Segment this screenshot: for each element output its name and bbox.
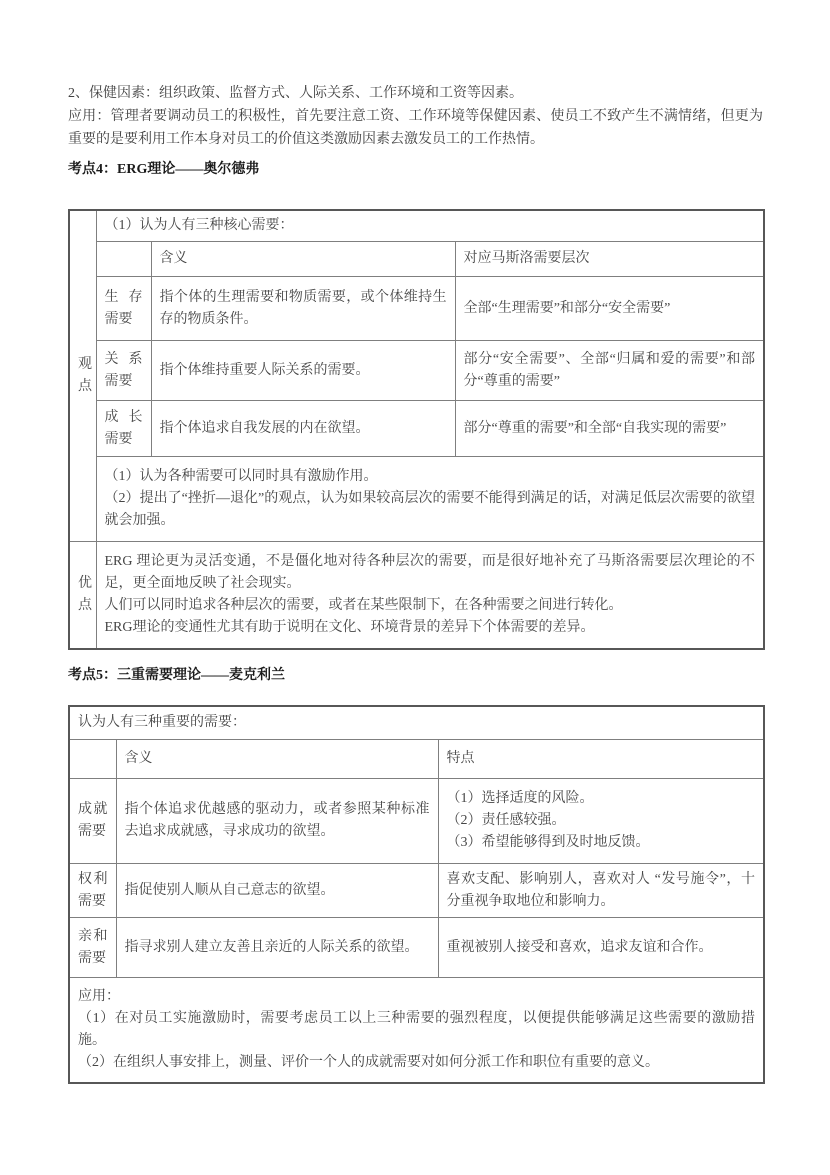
table-row xyxy=(69,457,764,542)
feature-item: （3）希望能够得到及时地反馈。 xyxy=(446,835,650,850)
feature-item: （2）责任感较强。 xyxy=(446,813,566,828)
column-header-feature: 特点 xyxy=(438,740,764,779)
need-features xyxy=(438,779,764,864)
need-name-power: 权利需要 xyxy=(69,864,116,918)
erg-note-1: （1）认为各种需要可以同时具有激励作用。 xyxy=(104,469,378,484)
application-cell xyxy=(69,978,764,1083)
need-meaning: 指个体追求自我发展的内在欲望。 xyxy=(151,401,455,457)
need-features xyxy=(438,918,764,978)
need-name-existence: 生存需要 xyxy=(96,277,151,341)
paragraph-hygiene-factors: 2、保健因素：组织政策、监督方式、人际关系、工作环境和工资等因素。 xyxy=(68,86,523,101)
need-maslow-mapping: 部分“安全需要”、全部“归属和爱的需要”和部分“尊重的需要” xyxy=(455,341,764,401)
heading-three-needs-theory: 考点5：三重需要理论——麦克利兰 xyxy=(68,667,285,683)
need-meaning: 指个体的生理需要和物质需要，或个体维持生存的物质条件。 xyxy=(151,277,455,341)
table-row xyxy=(69,740,764,779)
table-row xyxy=(69,341,764,401)
erg-notes-cell xyxy=(96,457,764,542)
application-item-2: （2）在组织人事安排上，测量、评价一个人的成就需要对如何分派工作和职位有重要的意义。 xyxy=(78,1054,659,1070)
empty-header-cell xyxy=(69,740,116,779)
table-row xyxy=(69,918,764,978)
need-name-relatedness: 关系需要 xyxy=(96,341,151,401)
paragraph-hygiene-application: 应用：管理者要调动员工的积极性，首先要注意工资、工作环境等保健因素、使员工不致产生不满情绪，但更为重要的是要利用工作本身对员工的价值这类激励因素去激发员工的工作热情。 xyxy=(68,109,763,147)
erg-advantage-1: ERG 理论更为灵活变通，不是僵化地对待各种层次的需要，而是很好地补充了马斯洛需要层次理论的不足，更全面地反映了社会现实。 xyxy=(104,553,756,591)
need-meaning: 指促使别人顺从自己意志的欲望。 xyxy=(116,864,438,918)
need-name-affiliation: 亲和需要 xyxy=(69,918,116,978)
erg-advantage-3: ERG理论的变通性尤其有助于说明在文化、环境背景的差异下个体需要的差异。 xyxy=(104,619,595,635)
empty-header-cell xyxy=(96,242,151,277)
need-meaning: 指个体追求优越感的驱动力，或者参照某种标准去追求成就感，寻求成功的欲望。 xyxy=(116,779,438,864)
table-row xyxy=(69,542,764,649)
need-features xyxy=(438,864,764,918)
erg-advantages-cell xyxy=(96,542,764,649)
need-meaning: 指寻求别人建立友善且亲近的人际关系的欲望。 xyxy=(116,918,438,978)
three-needs-intro-cell: 认为人有三种重要的需要： xyxy=(69,706,764,740)
feature-item: 喜欢支配、影响别人，喜欢对人 “发号施令”，十分重视争取地位和影响力。 xyxy=(446,871,755,909)
table-row xyxy=(69,242,764,277)
column-header-meaning: 含义 xyxy=(116,740,438,779)
need-meaning: 指个体维持重要人际关系的需要。 xyxy=(151,341,455,401)
row-label-viewpoint: 观点 xyxy=(69,210,96,542)
need-name-achievement: 成就需要 xyxy=(69,779,116,864)
table-row xyxy=(69,277,764,341)
application-item-1: （1）在对员工实施激励时，需要考虑员工以上三种需要的强烈程度，以便提供能够满足这些需要的激励措施。 xyxy=(78,1010,755,1048)
table-row xyxy=(69,864,764,918)
row-label-advantage: 优点 xyxy=(69,542,96,649)
need-name-growth: 成长需要 xyxy=(96,401,151,457)
erg-advantage-2: 人们可以同时追求各种层次的需要，或者在某些限制下，在各种需要之间进行转化。 xyxy=(104,597,623,613)
table-row xyxy=(69,706,764,740)
table-row xyxy=(69,401,764,457)
need-maslow-mapping: 全部“生理需要”和部分“安全需要” xyxy=(455,277,764,341)
erg-note-2: （2）提出了“挫折—退化”的观点，认为如果较高层次的需要不能得到满足的话，对满足低层次需要的欲望就会加强。 xyxy=(104,491,756,528)
table-row xyxy=(69,978,764,1083)
erg-theory-table xyxy=(68,209,765,650)
three-needs-table xyxy=(68,705,765,1084)
need-maslow-mapping: 部分“尊重的需要”和全部“自我实现的需要” xyxy=(455,401,764,457)
table-row xyxy=(69,210,764,242)
table-row xyxy=(69,779,764,864)
feature-item: （1）选择适度的风险。 xyxy=(446,791,594,806)
erg-intro-cell: （1）认为人有三种核心需要： xyxy=(96,210,764,242)
feature-item: 重视被别人接受和喜欢，追求友谊和合作。 xyxy=(446,939,713,955)
column-header-maslow: 对应马斯洛需要层次 xyxy=(455,242,764,277)
column-header-meaning: 含义 xyxy=(151,242,455,277)
heading-erg-theory: 考点4：ERG理论——奥尔德弗 xyxy=(68,162,260,177)
application-title: 应用： xyxy=(78,988,120,1004)
